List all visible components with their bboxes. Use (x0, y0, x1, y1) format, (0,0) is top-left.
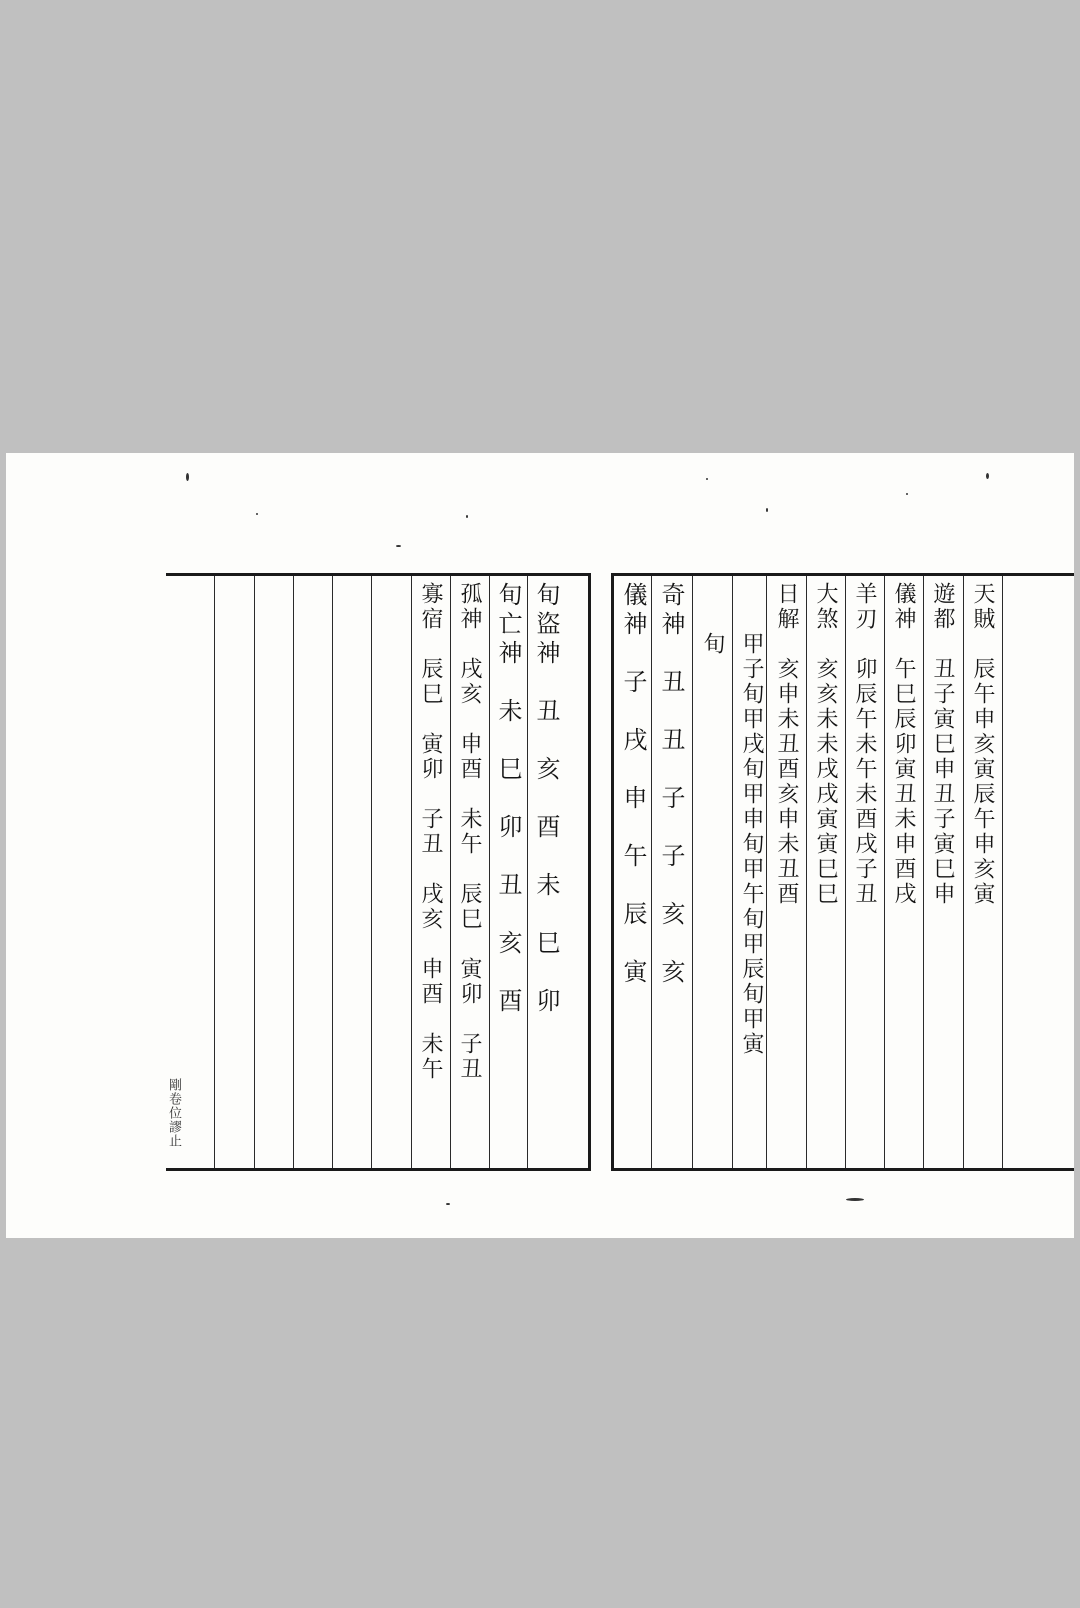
left-column-4: 寡宿 辰巳 寅卯 子丑 戌亥 申酉 未午 (418, 582, 443, 1082)
right-column-6: 日解 亥申未丑酉亥申未丑酉 (774, 582, 799, 907)
right-column-5: 大煞 亥亥未未戌戌寅寅巳巳 (813, 582, 838, 907)
right-column-1: 天賊 辰午申亥寅辰午申亥寅 (970, 582, 995, 907)
margin-note: 剛卷位謬止 (166, 1078, 181, 1148)
right-column-3: 儀神 午巳辰卯寅丑未申酉戌 (891, 582, 916, 907)
left-page-frame (166, 573, 591, 1171)
scanned-page-spread (6, 453, 1074, 1238)
right-column-7: 甲子旬甲戌旬甲申旬甲午旬甲辰旬甲寅 (739, 582, 764, 1057)
left-column-3: 孤神 戌亥 申酉 未午 辰巳 寅卯 子丑 (457, 582, 482, 1082)
left-column-2: 旬亡神 未 巳 卯 丑 亥 酉 (494, 582, 522, 1017)
right-page-frame (611, 573, 1074, 1171)
left-column-1: 旬盜神 丑 亥 酉 未 巳 卯 (532, 582, 560, 1017)
right-column-10: 儀神 子 戌 申 午 辰 寅 (619, 582, 647, 988)
right-column-4: 羊刃 卯辰午未午未酉戌子丑 (852, 582, 877, 907)
right-column-2: 遊都 丑子寅巳申丑子寅巳申 (930, 582, 955, 907)
right-column-8: 旬 (700, 582, 725, 657)
right-column-9: 奇神 丑 丑 子 子 亥 亥 (657, 582, 685, 988)
